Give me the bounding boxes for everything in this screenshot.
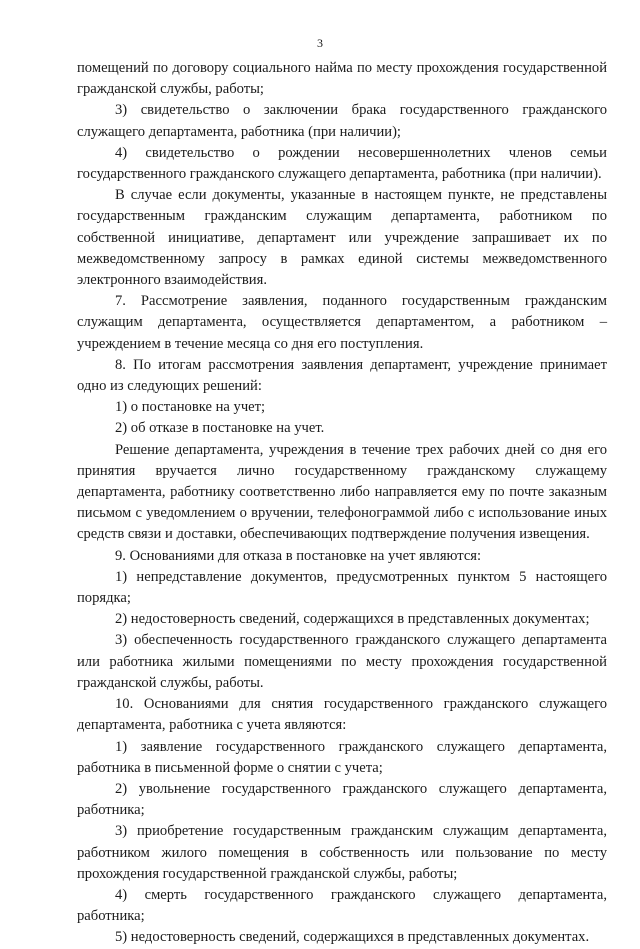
paragraph: В случае если документы, указанные в настоящем пункте, не представлены государственным гражданским служащим департамента, работником по собственной инициативе, департамент или учреждение запрашивает их по межведомственному запросу в рамках единой системы межведомственного электронного взаимодействия. <box>77 187 607 289</box>
paragraph: 2) недостоверность сведений, содержащихся в представленных документах; <box>115 611 590 628</box>
paragraph: 2) увольнение государственного гражданского служащего департамента, работника; <box>77 780 607 819</box>
paragraph: 3) приобретение государственным гражданским служащим департамента, работником жилого помещения в собственность или пользование по месту прохождения государственной гражданской службы, работы; <box>77 823 607 882</box>
paragraph: 1) непредставление документов, предусмотренных пунктом 5 настоящего порядка; <box>77 568 607 607</box>
document-body <box>77 58 607 949</box>
paragraph: 4) смерть государственного гражданского служащего департамента, работника; <box>77 886 607 925</box>
paragraph: 9. Основаниями для отказа в постановке на учет являются: <box>115 547 482 564</box>
paragraph: 1) о постановке на учет; <box>115 399 266 416</box>
page-number: 3 <box>317 36 323 50</box>
paragraph: 8. По итогам рассмотрения заявления департамент, учреждение принимает одно из следующих решений: <box>77 356 607 395</box>
paragraph: 4) свидетельство о рождении несовершеннолетних членов семьи государственного гражданского служащего департамента, работника (при наличии). <box>77 144 607 183</box>
paragraph: 3) свидетельство о заключении брака государственного гражданского служащего департамента, работника (при наличии); <box>77 102 607 140</box>
paragraph: 2) об отказе в постановке на учет. <box>115 420 325 437</box>
paragraph: 10. Основаниями для снятия государственного гражданского служащего департамента, работника с учета являются: <box>77 696 607 734</box>
paragraph: 7. Рассмотрение заявления, поданного государственным гражданским служащим департамента, осуществляется департаментом, а работником – учреждением в течение месяца со дня его поступления. <box>77 293 607 352</box>
paragraph: 1) заявление государственного гражданского служащего департамента, работника в письменной форме о снятии с учета; <box>77 738 607 776</box>
paragraph: помещений по договору социального найма по месту прохождения государственной гражданской службы, работы; <box>77 60 607 98</box>
paragraph: Решение департамента, учреждения в течение трех рабочих дней со дня его принятия вручается лично государственному гражданскому служащему департамента, работнику соответственно либо направляется ему по почте заказным письмом с уведомлением о вручении, телефонограммой либо с использование иных средств связи и доставки, обеспечивающих подтверждение получения извещения. <box>77 441 607 543</box>
paragraph: 5) недостоверность сведений, содержащихся в представленных документах. <box>115 929 590 946</box>
paragraph: 3) обеспеченность государственного гражданского служащего департамента или работника жилыми помещениями по месту прохождения государственной гражданской службы, работы. <box>77 632 607 691</box>
